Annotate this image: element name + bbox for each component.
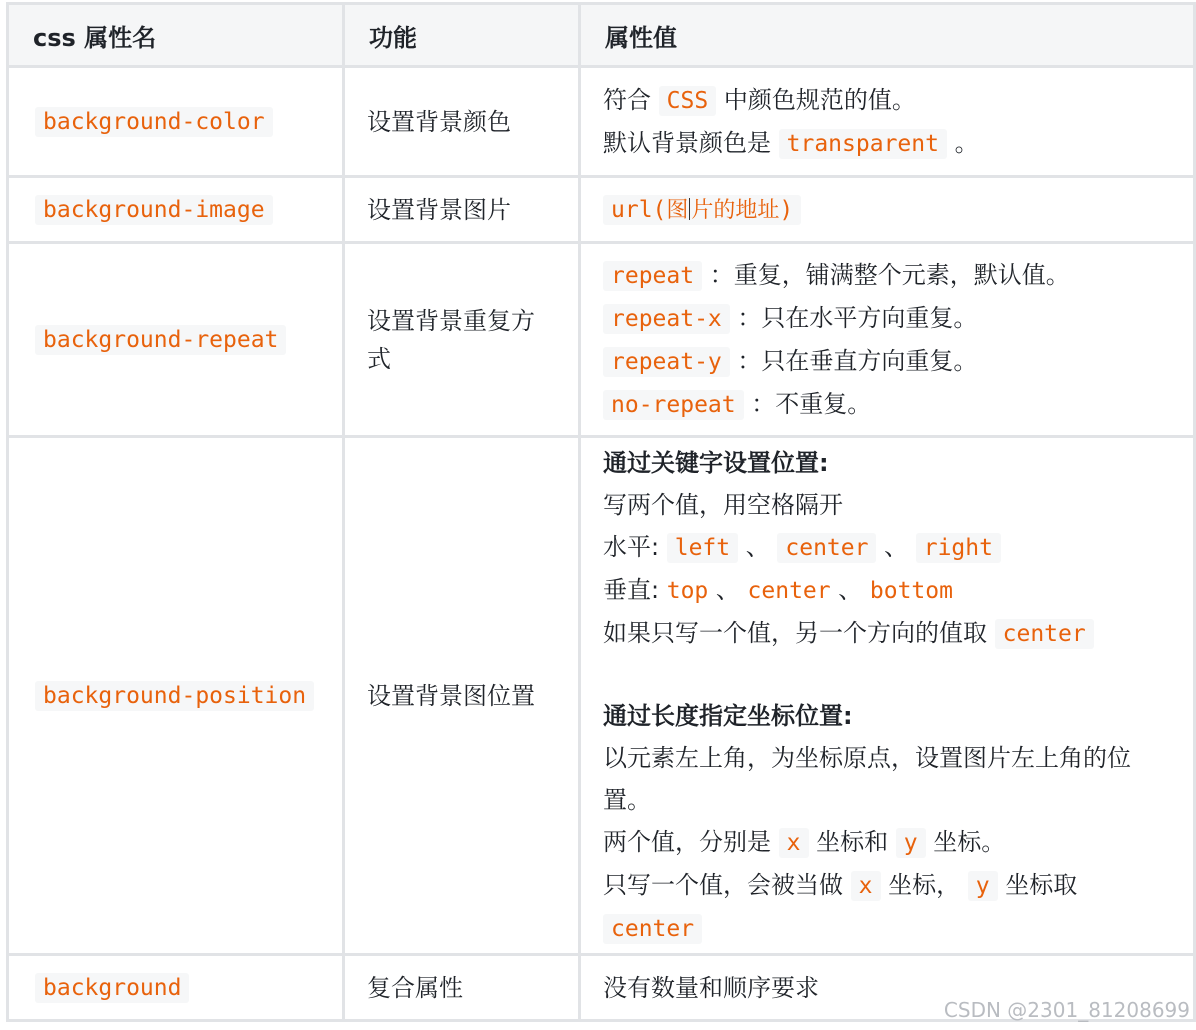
value-text: 符合 [603,85,659,114]
value-code: repeat-y [603,347,730,377]
value-text: ：不重复。 [743,389,872,418]
function-cell: 设置背景重复方式 [344,243,580,437]
css-background-properties-table [6,2,1196,1022]
value-text: 坐标， [880,870,968,899]
table-row [8,437,1195,955]
property-cell [8,67,344,177]
table-header-row [8,4,1195,67]
value-line [603,612,1171,655]
property-cell [8,177,344,243]
value-text: ：只在水平方向重复。 [729,303,978,332]
vertical-line [603,569,1171,612]
value-code: left [667,533,738,563]
value-code: y [896,828,926,858]
value-line: 写两个值，用空格隔开 [603,490,843,519]
value-line [603,864,1171,907]
property-code: background-image [35,195,273,225]
value-text: 坐标和 [808,827,896,856]
table-row [8,243,1195,437]
value-text: 两个值，分别是 [603,827,779,856]
table-row [8,67,1195,177]
value-code: transparent [779,129,947,159]
value-line [603,383,1171,426]
watermark: CSDN @2301_81208699 [943,998,1190,1022]
value-line [603,79,1171,122]
value-text: ：只在垂直方向重复。 [729,346,978,375]
url-open: url( [611,196,667,223]
spacer [603,655,1171,695]
value-text: 坐标。 [925,827,1006,856]
value-code: top [666,577,709,604]
value-line: 以元素左上角，为坐标原点，设置图片左上角的位置。 [603,743,1131,814]
url-value-code [603,195,801,225]
value-text: 。 [946,128,979,157]
header-property: css 属性名 [8,4,344,67]
property-code: background-position [35,681,314,711]
value-code: center [995,619,1094,649]
table-row [8,177,1195,243]
value-text: 、 [876,532,916,561]
value-text: ：重复，铺满整个元素，默认值。 [702,260,1070,289]
value-text: 、 [738,532,778,561]
function-cell: 复合属性 [344,955,580,1021]
function-cell: 设置背景图位置 [344,437,580,955]
value-code: repeat [603,261,702,291]
value-text: 如果只写一个值，另一个方向的值取 [603,618,995,647]
value-code: CSS [659,86,717,116]
value-code: right [916,533,1001,563]
length-heading: 通过长度指定坐标位置: [603,701,853,730]
url-inner-a: 图 [666,197,689,223]
value-text: 、 [830,575,870,604]
url-inner-b: 片的地址 [691,197,780,223]
property-code: background-color [35,107,273,137]
value-code: bottom [869,577,953,604]
header-value: 属性值 [580,4,1195,67]
value-line [603,254,1171,297]
value-cell [580,177,1195,243]
value-cell [580,243,1195,437]
value-cell [580,437,1195,955]
header-function: 功能 [344,4,580,67]
value-cell [580,67,1195,177]
property-cell [8,243,344,437]
value-text: 坐标取 [997,870,1078,899]
value-line [603,122,1171,165]
property-code: background-repeat [35,325,286,355]
value-line [603,907,1171,950]
value-text: 、 [708,575,748,604]
value-text: 中颜色规范的值。 [716,85,916,114]
value-text: 默认背景颜色是 [603,128,779,157]
value-code: center [777,533,876,563]
url-close: ) [779,196,794,223]
value-text: 只写一个值，会被当做 [603,870,851,899]
value-cell: 没有数量和顺序要求 [580,955,1195,1021]
function-cell: 设置背景图片 [344,177,580,243]
value-code: center [603,914,702,944]
property-code: background [35,973,189,1003]
property-cell [8,437,344,955]
horizontal-line [603,526,1171,569]
property-cell [8,955,344,1021]
value-line [603,297,1171,340]
value-code: no-repeat [603,390,744,420]
value-code: x [779,828,809,858]
keyword-heading: 通过关键字设置位置: [603,448,829,477]
value-code: center [747,577,831,604]
function-cell: 设置背景颜色 [344,67,580,177]
value-code: x [851,871,881,901]
value-code: y [968,871,998,901]
value-code: repeat-x [603,304,730,334]
value-line [603,821,1171,864]
value-text: 垂直: [603,575,667,604]
value-line [603,340,1171,383]
value-text: 水平: [603,532,667,561]
